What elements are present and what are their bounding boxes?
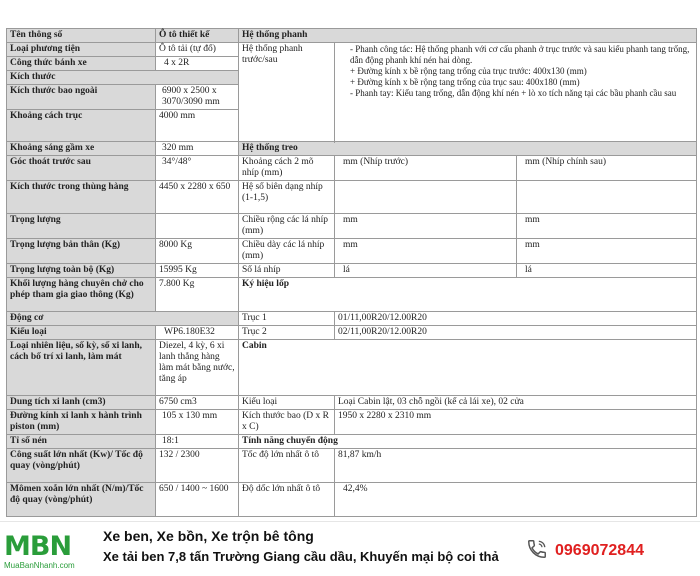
header-param: Tên thông số	[7, 29, 156, 43]
leaf-width-front: mm	[335, 214, 517, 239]
leaf-thickness-front: mm	[335, 239, 517, 264]
displacement-value: 6750 cm3	[156, 396, 239, 410]
phone-number[interactable]: 0969072844	[555, 542, 644, 559]
gross-weight-value: 15995 Kg	[156, 264, 239, 278]
overall-dims-label: Kích thước bao ngoài	[7, 85, 156, 110]
cabin-type-label: Kiểu loại	[239, 396, 335, 410]
gross-weight-label: Trọng lượng toàn bộ (Kg)	[7, 264, 156, 278]
cabin-header: Cabin	[239, 340, 697, 396]
axle2-label: Trục 2	[239, 326, 335, 340]
leaf-spacing-label: Khoảng cách 2 mõ nhíp (mm)	[239, 156, 335, 181]
cabin-dims-value: 1950 x 2280 x 2310 mm	[335, 410, 697, 435]
footer-banner	[0, 521, 700, 576]
ground-clearance-value: 320 mm	[156, 142, 239, 156]
leaf-thickness-label: Chiều dày các lá nhíp (mm)	[239, 239, 335, 264]
bore-stroke-value: 105 x 130 mm	[156, 410, 239, 435]
max-grade-value: 42,4%	[335, 483, 697, 517]
brake-line-2: + Đường kính x bề rộng tang trống của trục trước: 400x130 (mm)	[350, 66, 587, 76]
cabin-dims-label: Kích thước bao (D x R x C)	[239, 410, 335, 435]
max-grade-label: Độ dốc lớn nhất ô tô	[239, 483, 335, 517]
vehicle-type-label: Loại phương tiện	[7, 43, 156, 57]
logo-subtext: MuaBanNhanh.com	[4, 561, 75, 570]
logo-text: MBN	[4, 531, 72, 562]
curb-weight-value: 8000 Kg	[156, 239, 239, 264]
payload-value: 7.800 Kg	[156, 278, 239, 312]
brake-line-1: - Phanh công tác: Hệ thống phanh với cơ cấu phanh ở trục trước và sau kiểu phanh tang trống, dẫn động phanh khí nén hai dòng.	[350, 44, 690, 65]
brake-description	[335, 43, 697, 142]
displacement-label: Dung tích xi lanh (cm3)	[7, 396, 156, 410]
site-logo[interactable]	[4, 532, 96, 574]
cargo-dims-label: Kích thước trong thùng hàng	[7, 181, 156, 214]
axle1-label: Trục 1	[239, 312, 335, 326]
leaf-width-label: Chiều rộng các lá nhíp (mm)	[239, 214, 335, 239]
vehicle-type-value: Ô tô tải (tự đổ)	[156, 43, 239, 57]
category-title[interactable]: Xe ben, Xe bồn, Xe trộn bê tông	[103, 528, 314, 544]
compression-value: 18:1	[156, 435, 239, 449]
listing-title[interactable]: Xe tải ben 7,8 tấn Trường Giang cầu dầu, Khuyến mại bộ coi thả	[103, 549, 499, 564]
leaf-thickness-rear: mm	[517, 239, 697, 264]
engine-header: Động cơ	[7, 312, 239, 326]
leaf-count-label: Số lá nhíp	[239, 264, 335, 278]
approach-angle-value: 34°/48°	[156, 156, 239, 181]
approach-angle-label: Góc thoát trước sau	[7, 156, 156, 181]
wheel-formula-value: 4 x 2R	[156, 57, 239, 71]
leaf-width-rear: mm	[517, 214, 697, 239]
bore-stroke-label: Đường kính xi lanh x hành trình piston (mm)	[7, 410, 156, 435]
phone-icon[interactable]	[526, 538, 548, 565]
compression-label: Tỉ số nén	[7, 435, 156, 449]
engine-model-label: Kiểu loại	[7, 326, 156, 340]
ground-clearance-label: Khoảng sáng gầm xe	[7, 142, 156, 156]
wheelbase-label: Khoảng cách trục	[7, 110, 156, 142]
cabin-type-value: Loại Cabin lật, 03 chỗ ngồi (kể cả lái xe), 02 cửa	[335, 396, 697, 410]
leaf-count-front: lá	[335, 264, 517, 278]
brake-label: Hệ thống phanh trước/sau	[239, 43, 335, 142]
overall-dims-value: 6900 x 2500 x 3070/3090 mm	[156, 85, 239, 110]
curb-weight-label: Trọng lượng bản thân (Kg)	[7, 239, 156, 264]
axle1-value: 01/11,00R20/12.00R20	[335, 312, 697, 326]
tire-header: Ký hiệu lốp	[239, 278, 697, 312]
power-label: Công suất lớn nhất (Kw)/ Tốc độ quay (vòng/phút)	[7, 449, 156, 483]
wheelbase-value: 4000 mm	[156, 110, 239, 142]
fuel-type-value: Diezel, 4 kỳ, 6 xi lanh thẳng hàng làm mát bằng nước, tăng áp	[156, 340, 239, 396]
leaf-profile-label: Hệ số biên dạng nhíp (1-1,5)	[239, 181, 335, 214]
brake-line-3: + Đường kính x bề rộng tang trống của trục sau: 400x180 (mm)	[350, 77, 580, 87]
performance-header: Tính năng chuyển động	[239, 435, 697, 449]
dimensions-header: Kích thước	[7, 71, 239, 85]
spec-sheet	[6, 28, 696, 517]
power-value: 132 / 2300	[156, 449, 239, 483]
max-speed-label: Tốc độ lớn nhất ô tô	[239, 449, 335, 483]
engine-model-value: WP6.180E32	[156, 326, 239, 340]
torque-label: Mômen xoắn lớn nhất (N/m)/Tốc độ quay (vòng/phút)	[7, 483, 156, 517]
torque-value: 650 / 1400 ~ 1600	[156, 483, 239, 517]
brake-line-4: - Phanh tay: Kiểu tang trống, dẫn động khí nén + lò xo tích năng tại các bầu phanh cầu sau	[350, 88, 677, 98]
suspension-header: Hệ thống treo	[239, 142, 697, 156]
header-brake: Hệ thống phanh	[239, 29, 697, 43]
leaf-count-rear: lá	[517, 264, 697, 278]
leaf-spacing-front: mm (Nhíp trước)	[335, 156, 517, 181]
max-speed-value: 81,87 km/h	[335, 449, 697, 483]
header-design: Ô tô thiết kế	[156, 29, 239, 43]
leaf-spacing-rear: mm (Nhíp chính sau)	[517, 156, 697, 181]
axle2-value: 02/11,00R20/12.00R20	[335, 326, 697, 340]
wheel-formula-label: Công thức bánh xe	[7, 57, 156, 71]
weight-header: Trọng lượng	[7, 214, 156, 239]
payload-label: Khối lượng hàng chuyên chở cho phép tham gia giao thông (Kg)	[7, 278, 156, 312]
cargo-dims-value: 4450 x 2280 x 650	[156, 181, 239, 214]
fuel-type-label: Loại nhiên liệu, số kỳ, số xi lanh, cách bố trí xi lanh, làm mát	[7, 340, 156, 396]
spec-table	[6, 28, 697, 517]
